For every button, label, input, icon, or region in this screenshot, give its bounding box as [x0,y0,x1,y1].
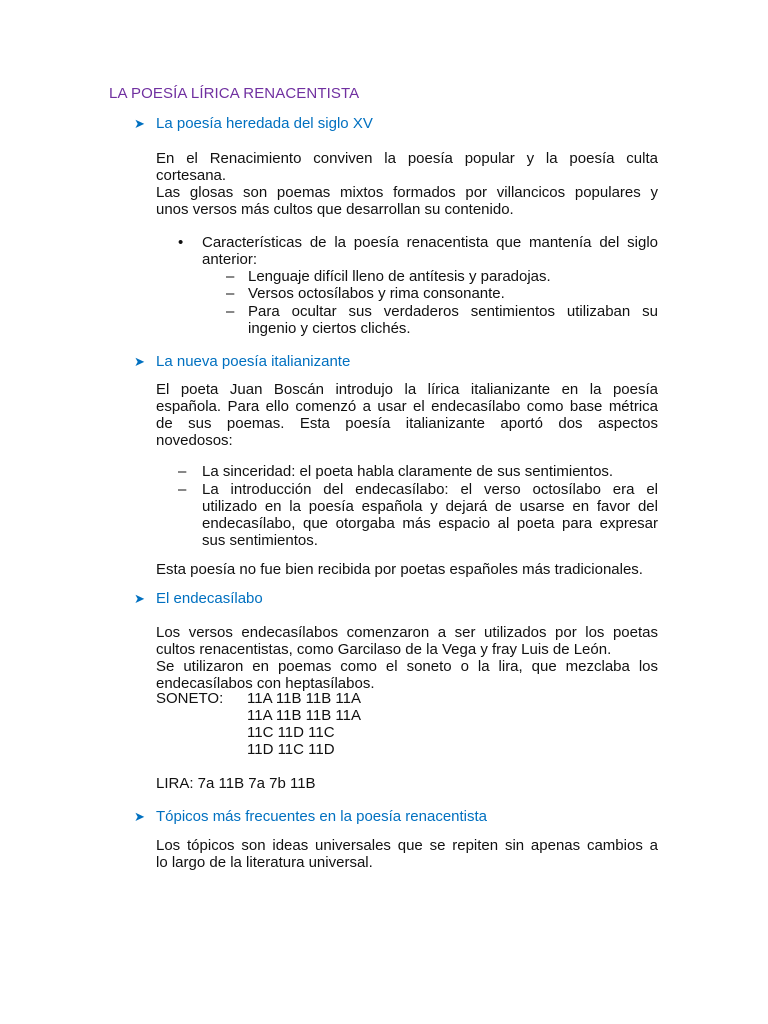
paragraph-recepcion: Esta poesía no fue bien recibida por poetas españoles más tradicionales. [156,561,643,578]
paragraph-line: cortesana. [156,167,227,184]
dash-marker: – [226,285,235,302]
paragraph-line: endecasílabos con heptasílabos. [156,675,375,692]
dash-line: La introducción del endecasílabo: el verso octosílabo era el [202,481,658,498]
paragraph-line: Los tópicos son ideas universales que se repiten sin apenas cambios a [156,837,658,854]
paragraph-boscan [156,381,658,449]
arrowhead-bullet-icon: ➤ [134,116,145,131]
dash-marker: – [178,463,187,480]
dash-marker: – [226,303,235,320]
soneto-rhyme-row: 11A 11B 11B 11A [247,707,361,724]
dash-marker: – [226,268,235,285]
bullet-dot-icon: • [178,234,184,251]
dash-marker: – [178,481,187,498]
dash-line: utilizado en la poesía española y dejará de usarse en favor del [202,498,658,515]
bullet-line: Características de la poesía renacentista que mantenía del siglo [202,234,658,251]
paragraph-line: En el Renacimiento conviven la poesía popular y la poesía culta [156,150,658,167]
arrowhead-bullet-icon: ➤ [134,809,145,824]
section-heading-siglo-xv [134,115,373,132]
soneto-label: SONETO: [156,690,224,707]
paragraph-line: española. Para ello comenzó a usar el endecasílabo como base métrica [156,398,658,415]
bullet-line: anterior: [202,251,258,268]
section-heading-text: Tópicos más frecuentes en la poesía renacentista [156,808,488,825]
dash-text: Lenguaje difícil lleno de antítesis y paradojas. [248,268,551,285]
dash-text: La sinceridad: el poeta habla claramente de sus sentimientos. [202,463,614,480]
paragraph-line: Se utilizaron en poemas como el soneto o la lira, que mezclaba los [156,658,658,675]
dash-line: sus sentimientos. [202,532,318,549]
dash-text: Versos octosílabos y rima consonante. [248,285,505,302]
arrowhead-bullet-icon: ➤ [134,591,145,606]
paragraph-renacimiento [156,150,658,218]
paragraph-line: Las glosas son poemas mixtos formados por villancicos populares y [156,184,658,201]
soneto-rhyme-row: 11A 11B 11B 11A [247,690,361,707]
paragraph-line: de sus poemas. Esta poesía italianizante aportó dos aspectos [156,415,658,432]
paragraph-line: lo largo de la literatura universal. [156,854,373,871]
soneto-rhyme-row: 11C 11D 11C [247,724,335,741]
page-title: LA POESÍA LÍRICA RENACENTISTA [109,85,360,102]
dash-text [202,481,658,549]
paragraph-endecasilabos [156,624,658,692]
section-heading-topicos [134,808,487,825]
dash-line: ingenio y ciertos clichés. [248,320,411,337]
dash-line: endecasílabo, que otorgaba más espacio al poeta para expresar [202,515,658,532]
section-heading-text: La nueva poesía italianizante [156,353,351,370]
soneto-rhyme-row: 11D 11C 11D [247,741,335,758]
section-heading-endecasilabo [134,590,263,607]
paragraph-topicos [156,837,658,871]
lira-scheme: LIRA: 7a 11B 7a 7b 11B [156,775,316,792]
arrowhead-bullet-icon: ➤ [134,354,145,369]
paragraph-line: cultos renacentistas, como Garcilaso de la Vega y fray Luis de León. [156,641,612,658]
bullet-text [202,234,658,268]
section-heading-text: El endecasílabo [156,590,263,607]
section-heading-text: La poesía heredada del siglo XV [156,115,373,132]
paragraph-line: unos versos más cultos que desarrollan su contenido. [156,201,514,218]
dash-line: Para ocultar sus verdaderos sentimientos utilizaban su [248,303,658,320]
paragraph-line: novedosos: [156,432,233,449]
section-heading-italianizante [134,353,350,370]
dash-text [248,303,658,337]
paragraph-line: Los versos endecasílabos comenzaron a ser utilizados por los poetas [156,624,658,641]
paragraph-line: El poeta Juan Boscán introdujo la lírica italianizante en la poesía [156,381,658,398]
